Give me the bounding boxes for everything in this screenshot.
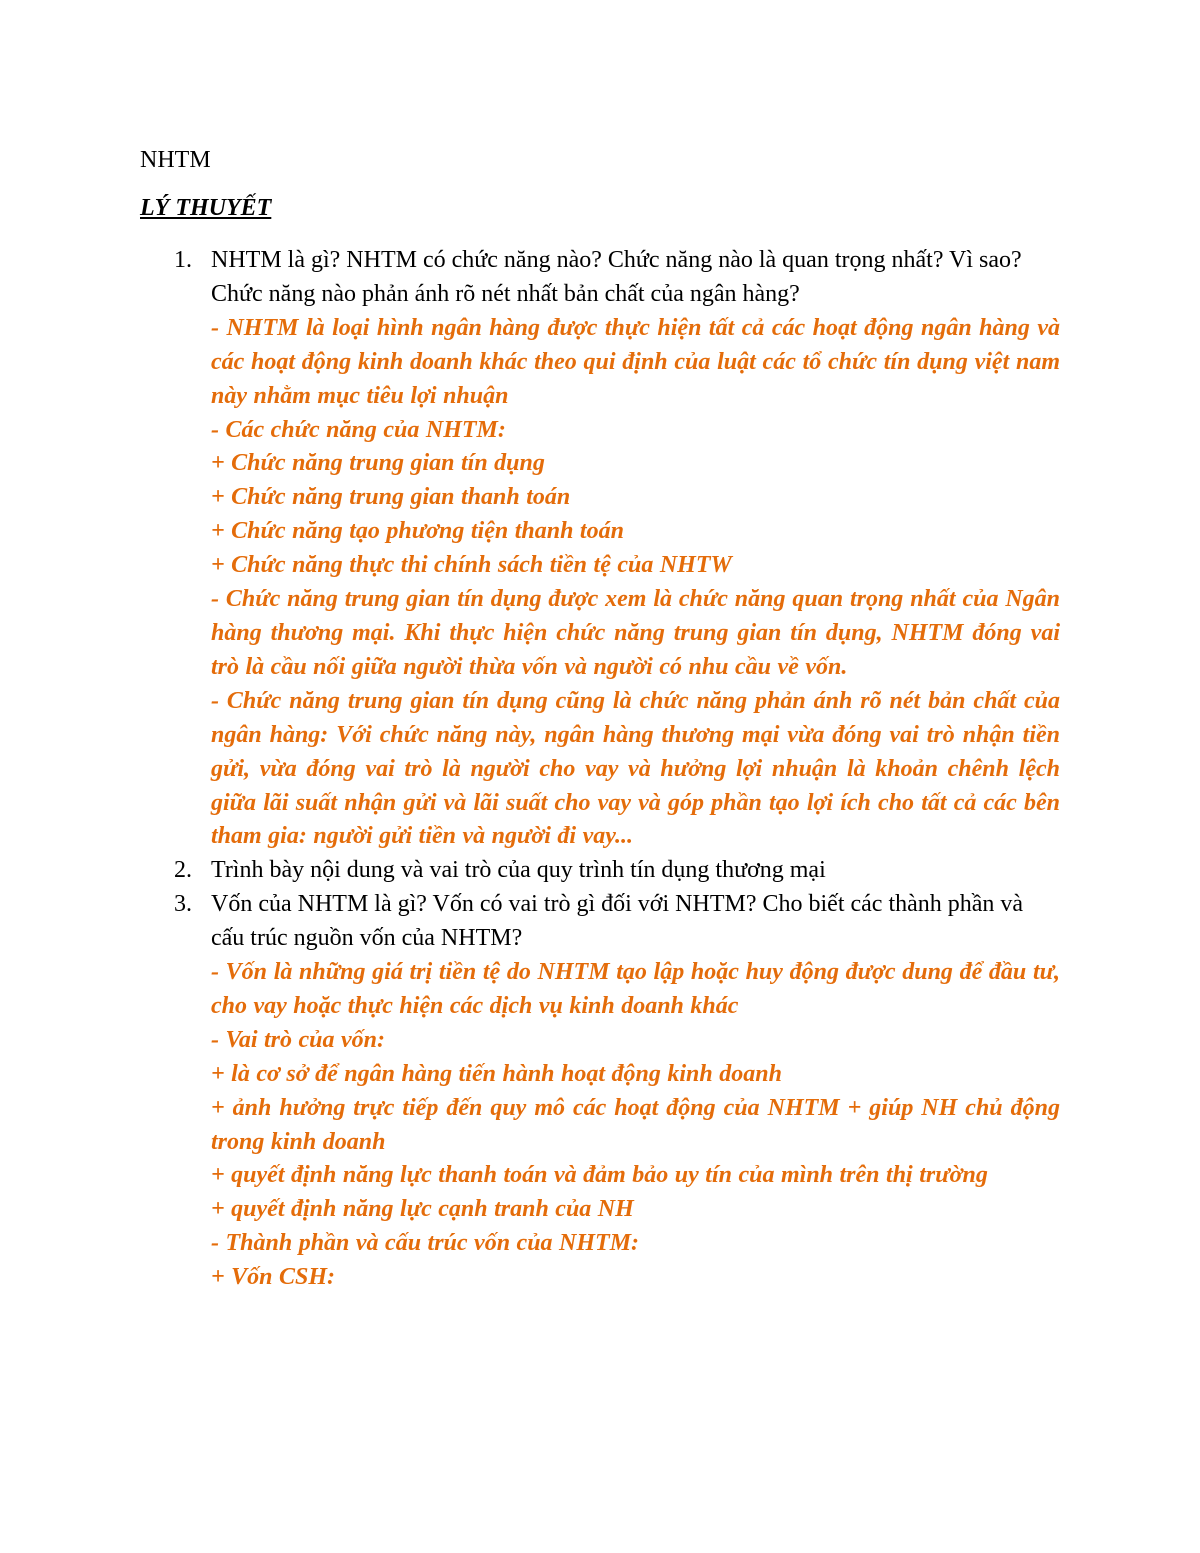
answer-line: - Chức năng trung gian tín dụng được xem là chức năng quan trọng nhất của Ngân hàng thương mại. Khi thực hiện chức năng trung gian tín dụng, NHTM đóng vai trò là cầu nối giữa người thừa vốn và người có nhu cầu về vốn. — [211, 586, 1060, 680]
question-text: NHTM là gì? NHTM có chức năng nào? Chức năng nào là quan trọng nhất? Vì sao? Chức năng nào phản ánh rõ nét nhất bản chất của ngân hàng? — [211, 247, 1022, 307]
question-number: 1. — [174, 247, 192, 273]
question-number: 3. — [174, 891, 192, 918]
answer-line: + Chức năng trung gian tín dụng — [211, 450, 545, 477]
answer-line: + là cơ sở để ngân hàng tiến hành hoạt động kinh doanh — [211, 1060, 782, 1087]
answer-line: + Vốn CSH: — [211, 1264, 336, 1291]
answer-line: + quyết định năng lực thanh toán và đảm bảo uy tín của mình trên thị trường — [211, 1162, 988, 1189]
question-text: Trình bày nội dung và vai trò của quy trình tín dụng thương mại — [211, 857, 826, 884]
answer-line: - Các chức năng của NHTM: — [211, 416, 506, 443]
answer-line: - Chức năng trung gian tín dụng cũng là chức năng phản ánh rõ nét bản chất của ngân hàng: Với chức năng này, ngân hàng thương mại vừa đóng vai trò nhận tiền gửi, vừa đóng vai trò là người cho vay và hưởng lợi nhuận là khoản chênh lệch giữa lãi suất nhận gửi và lãi suất cho vay và góp phần tạo lợi ích cho tất cả các bên tham gia: người gửi tiền và người đi vay... — [211, 687, 1060, 850]
question-list — [140, 244, 1060, 1295]
question-number: 2. — [174, 857, 192, 884]
answer-line: + quyết định năng lực cạnh tranh của NH — [211, 1196, 634, 1223]
answer-line: + ảnh hưởng trực tiếp đến quy mô các hoạt động của NHTM + giúp NH chủ động trong kinh doanh — [211, 1094, 1060, 1155]
question-item — [140, 244, 1060, 854]
question-text: Vốn của NHTM là gì? Vốn có vai trò gì đối với NHTM? Cho biết các thành phần và cấu trúc nguồn vốn của NHTM? — [211, 891, 1024, 952]
answer-line: + Chức năng thực thi chính sách tiền tệ của NHTW — [211, 552, 732, 579]
question-item — [140, 854, 1060, 888]
answer-line: + Chức năng tạo phương tiện thanh toán — [211, 518, 624, 545]
answer-line: + Chức năng trung gian thanh toán — [211, 484, 571, 511]
answer-line: - Thành phần và cấu trúc vốn của NHTM: — [211, 1230, 640, 1257]
document-title: NHTM — [140, 147, 211, 173]
answer-line: - Vai trò của vốn: — [211, 1026, 386, 1053]
question-item — [140, 888, 1060, 1295]
answer-line: - NHTM là loại hình ngân hàng được thực hiện tất cả các hoạt động ngân hàng và các hoạt động kinh doanh khác theo qui định của luật các tổ chức tín dụng việt nam này nhằm mục tiêu lợi nhuận — [211, 314, 1060, 409]
answer-line: - Vốn là những giá trị tiền tệ do NHTM tạo lập hoặc huy động được dung để đầu tư, cho vay hoặc thực hiện các dịch vụ kinh doanh khác — [211, 959, 1060, 1019]
section-title: LÝ THUYẾT — [140, 195, 272, 221]
